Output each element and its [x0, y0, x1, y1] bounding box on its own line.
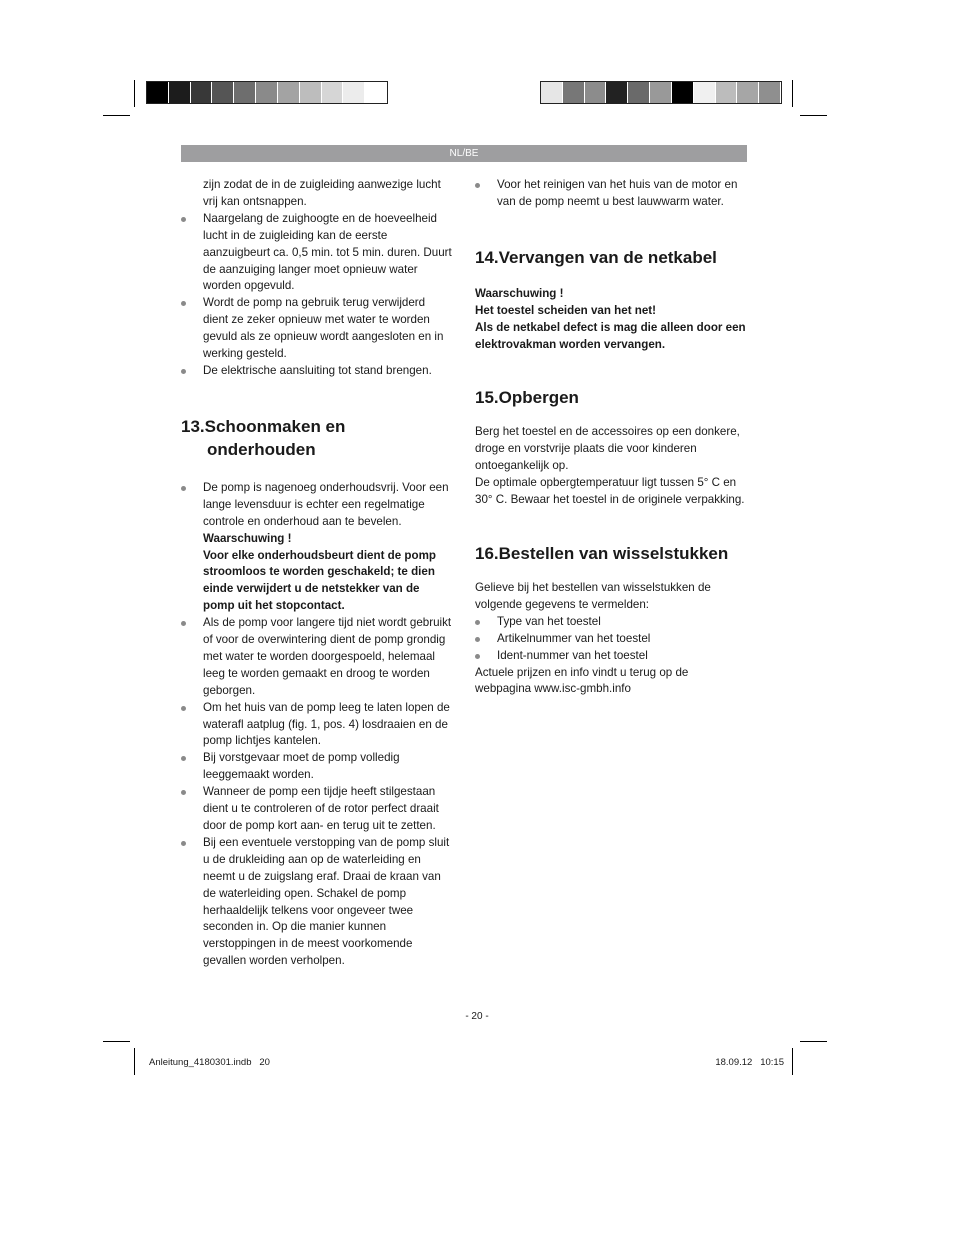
color-calibration-bar-left: [146, 81, 388, 104]
bullet-icon: [181, 790, 186, 795]
crop-mark-top-right-v: [792, 80, 793, 107]
list-item: Voor het reinigen van het huis van de motor en van de pomp neemt u best lauwwarm water.: [475, 177, 747, 211]
section-15-title: Opbergen: [498, 388, 579, 408]
list-item: Wanneer de pomp een tijdje heeft stilgestaan dient u te controleren of de rotor perfect draait door de pomp kort aan- en terug uit te zetten.: [181, 784, 453, 835]
color-swatch: [234, 82, 256, 103]
bullet-icon: [475, 183, 480, 188]
color-swatch: [278, 82, 300, 103]
bullet-icon: [181, 217, 186, 222]
list-item: Als de pomp voor langere tijd niet wordt gebruikt of voor de overwintering dient de pomp grondig met water te worden doorgespoeld, helemaal leeg te worden gemaakt en droog te worden geborgen.: [181, 615, 453, 700]
color-calibration-bar-right: [540, 81, 782, 104]
list-item: De pomp is nagenoeg onderhoudsvrij. Voor een lange levensduur is echter een regelmatige controle en onderhoud aan te bevelen. Waarschuwing ! Voor elke onderhoudsbeurt dient de pomp stroomloos te worden geschakeld; te dien einde verwijdert u de netstekker van de pomp uit het stopcontact.: [181, 480, 453, 615]
parts-intro: Gelieve bij het bestellen van wisselstukken de volgende gegevens te vermelden:: [475, 580, 711, 611]
color-swatch: [191, 82, 213, 103]
bullet-icon: [181, 841, 186, 846]
color-swatch: [759, 82, 781, 103]
bullet-icon: [181, 486, 186, 491]
parts-outro: Actuele prijzen en info vindt u terug op de webpagina www.isc-gmbh.info: [475, 665, 689, 696]
color-swatch: [650, 82, 672, 103]
list-item: Type van het toestel: [475, 614, 747, 631]
bullet-icon: [181, 369, 186, 374]
color-swatch: [737, 82, 759, 103]
date-label: 18.09.12 10:15: [715, 1057, 784, 1068]
color-swatch: [628, 82, 650, 103]
bullet-icon: [181, 621, 186, 626]
page-number: - 20 -: [465, 1011, 489, 1022]
warning-title: Waarschuwing !: [203, 531, 292, 545]
file-label: Anleitung_4180301.indb 20: [149, 1057, 270, 1068]
warning-line-3: Als de netkabel defect is mag die alleen door een elektrovakman worden vervangen.: [475, 320, 746, 351]
list-item: Bij een eventuele verstopping van de pomp sluit u de drukleiding aan op de waterleiding en neemt u de zuigslang eraf. Draai de kraan van de waterleiding open. Schakel de pomp herhaaldelijk telkens voor ongeveer twee seconden in. Op die manier kunnen verstoppingen in de meest voorkomende gevallen worden verholpen.: [181, 835, 453, 970]
color-swatch: [694, 82, 716, 103]
bullet-icon: [475, 620, 480, 625]
language-label: NL/BE: [449, 148, 479, 159]
color-swatch: [563, 82, 585, 103]
bullet-icon: [475, 654, 480, 659]
crop-mark-bottom-left-h: [103, 1041, 130, 1042]
storage-paragraph-2: De optimale opbergtemperatuur ligt tussen 5° C en 30° C. Bewaar het toestel in de originele verpakking.: [475, 476, 745, 507]
section-13-title-line2: onderhouden: [207, 439, 316, 459]
color-swatch: [169, 82, 191, 103]
list-item: Artikelnummer van het toestel: [475, 631, 747, 648]
bullet-icon: [181, 756, 186, 761]
color-swatch: [322, 82, 344, 103]
color-swatch: [716, 82, 738, 103]
intro-continuation: zijn zodat de in de zuigleiding aanwezige lucht vrij kan ontsnappen.: [203, 178, 441, 208]
crop-mark-top-left-h: [103, 115, 130, 116]
color-swatch: [147, 82, 169, 103]
bullet-icon: [181, 706, 186, 711]
list-item: Naargelang de zuighoogte en de hoeveelheid lucht in de zuigleiding kan de eerste aanzuigbeurt ca. 0,5 min. tot 5 min. duren. Duurt de aanzuiging langer moet opnieuw water worden opgevuld.: [181, 211, 453, 296]
language-header-band: [181, 145, 747, 162]
crop-mark-top-left-v: [134, 80, 135, 107]
section-14-heading: [475, 246, 747, 269]
list-item: Wordt de pomp na gebruik terug verwijderd dient ze zeker opnieuw met water te worden gevuld als ze opnieuw wordt aangesloten en in werking gesteld.: [181, 295, 453, 363]
left-column: [181, 177, 453, 970]
color-swatch: [606, 82, 628, 103]
section-16-heading: [475, 542, 747, 565]
section-15-number: 15.: [475, 388, 499, 408]
bullet-icon: [475, 637, 480, 642]
crop-mark-bottom-right-v: [792, 1048, 793, 1075]
color-swatch: [672, 82, 694, 103]
crop-mark-top-right-h: [800, 115, 827, 116]
section-13-title-line1: Schoonmaken en: [204, 416, 346, 436]
section-16-title: Bestellen van wisselstukken: [498, 543, 729, 563]
bullet-icon: [181, 301, 186, 306]
section-16-number: 16.: [475, 543, 499, 563]
right-column: [475, 177, 747, 698]
list-item: Bij vorstgevaar moet de pomp volledig leeggemaakt worden.: [181, 750, 453, 784]
color-swatch: [365, 82, 387, 103]
section-14-title: Vervangen van de netkabel: [498, 247, 717, 267]
section-13-number: 13.: [181, 416, 205, 436]
section-14-number: 14.: [475, 247, 499, 267]
color-swatch: [343, 82, 365, 103]
color-swatch: [212, 82, 234, 103]
color-swatch: [256, 82, 278, 103]
list-item: De elektrische aansluiting tot stand brengen.: [181, 363, 453, 380]
warning-text: Voor elke onderhoudsbeurt dient de pomp stroomloos te worden geschakeld; te dien einde verwijdert u de netstekker van de pomp uit het stopcontact.: [203, 548, 436, 613]
list-item: Om het huis van de pomp leeg te laten lopen de waterafl aatplug (fig. 1, pos. 4) losdraaien en de pomp lichtjes kantelen.: [181, 700, 453, 751]
warning-line-2: Het toestel scheiden van het net!: [475, 303, 657, 317]
color-swatch: [541, 82, 563, 103]
storage-paragraph-1: Berg het toestel en de accessoires op een donkere, droge en vorstvrije plaats die voor kinderen ontoegankelijk op.: [475, 425, 740, 473]
color-swatch: [300, 82, 322, 103]
warning-title: Waarschuwing !: [475, 286, 564, 300]
section-13-heading: [181, 415, 453, 461]
list-item: Ident-nummer van het toestel: [475, 648, 747, 665]
color-swatch: [585, 82, 607, 103]
crop-mark-bottom-left-v: [134, 1048, 135, 1075]
crop-mark-bottom-right-h: [800, 1041, 827, 1042]
section-15-heading: [475, 386, 747, 409]
